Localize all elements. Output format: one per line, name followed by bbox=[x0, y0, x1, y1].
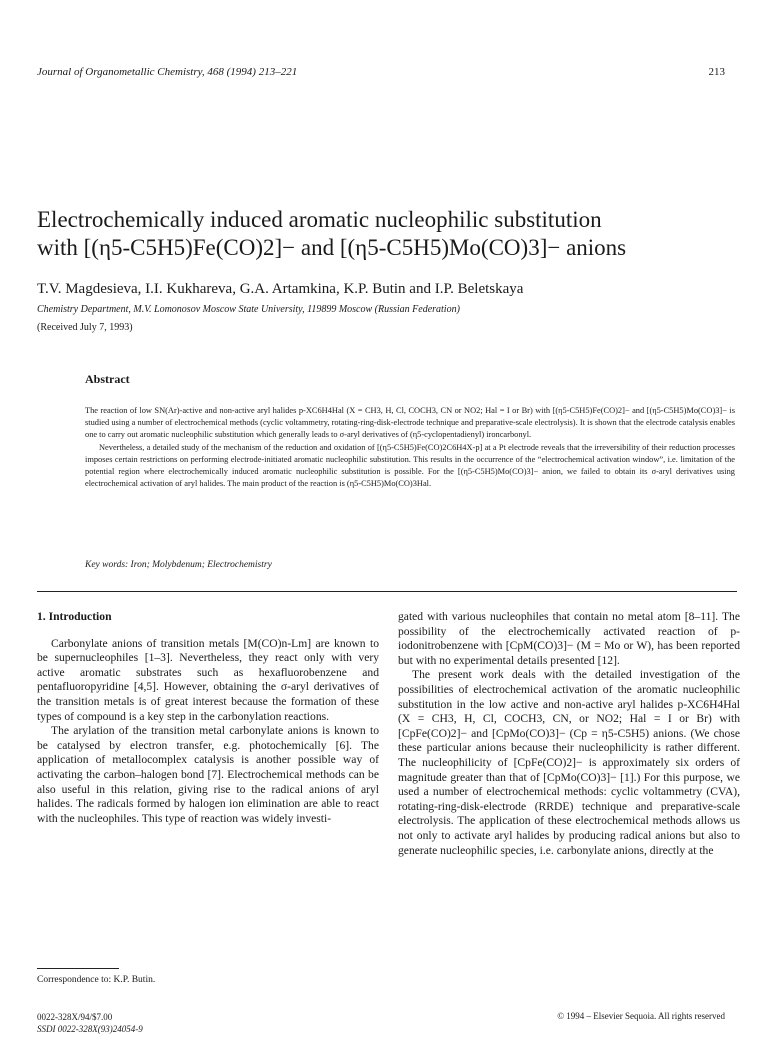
intro-paragraph-1: Carbonylate anions of transition metals [M(CO)n-Lm] are known to be supernucleophiles [1–3]. Nevertheless, they react only with very active aromatic substrates such as hexafluorobenzene and pentafluoropyridine [4,5]. However, obtaining the σ-aryl derivatives of the transition metals is of great interest because the formation of these types of compound is a key step in the carbonylation reactions. bbox=[37, 636, 379, 723]
intro-paragraph-2-continued: gated with various nucleophiles that contain no metal atom [8–11]. The possibility of the electrochemically activated reaction of p-iodonitrobenzene with [CpM(CO)3]− (M = Mo or W), has been reported but with no experimental details presented [12]. bbox=[398, 610, 740, 667]
title-line-1: Electrochemically induced aromatic nucleophilic substitution bbox=[37, 207, 602, 232]
key-words: Key words: Iron; Molybdenum; Electrochemistry bbox=[85, 560, 272, 570]
intro-paragraph-2: The arylation of the transition metal carbonylate anions is known to be catalysed by electron transfer, e.g. photochemically [6]. The application of metallocomplex catalysis is another possible way of activating the carbon–halogen bond [7]. Electrochemical methods can be also useful in this relation, giving rise to the radical anions of aryl halides. The radicals formed by halogen ion elimination are able to react with the nucleophiles. This type of reaction was widely investi- bbox=[37, 724, 379, 825]
title-line-2: with [(η5-C5H5)Fe(CO)2]− and [(η5-C5H5)Mo(CO)3]− anions bbox=[37, 235, 627, 260]
abstract-body bbox=[85, 405, 735, 490]
page-number: 213 bbox=[708, 66, 725, 78]
affiliation: Chemistry Department, M.V. Lomonosov Moscow State University, 119899 Moscow (Russian Federation) bbox=[37, 304, 460, 315]
intro-paragraph-3: The present work deals with the detailed investigation of the possibilities of electrochemical activation of the aromatic nucleophilic substitution in the low active and non-active aryl halides p-XC6H4Hal (X = CH3, H, Cl, COCH3, CN, or NO2; Hal = I or Br) with [CpFe(CO)2]− and [CpMo(CO)3]− (Cp = η5-C5H5) anions. (We chose these particular anions because their nucleophilicity is rather different. The nucleophilicity of [CpFe(CO)2]− is approximately six orders of magnitude greater than that of [CpMo(CO)3]− [1].) For this purpose, we used a number of electrochemical methods: cyclic voltammetry (CVA), rotating-ring-disk-electrode (RRDE) technique and preparative-scale electrolysis. The application of these electrochemical methods allows us not only to activate aryl halides by producing radical anions but also to generate nucleophilic species, i.e. carbonylate anions, directly at the bbox=[398, 668, 740, 857]
paper-title bbox=[37, 206, 737, 262]
ssdi-code: SSDI 0022-328X(93)24054-9 bbox=[37, 1024, 143, 1034]
abstract-paragraph-1: The reaction of low SN(Ar)-active and non-active aryl halides p-XC6H4Hal (X = CH3, H, Cl, COCH3, CN or NO2; Hal = I or Br) with [(η5-C5H5)Fe(CO)2]− and [(η5-C5H5)Mo(CO)3]− is studied using a number of electrochemical methods (cyclic voltammetry, rotating-ring-disk-electrode technique and preparative-scale electrolysis). It is shown that the electrode catalysis enables one to carry out aromatic nucleophilic substitution which generally leads to σ-aryl derivatives of (η5-cyclopentadienyl) ironcarbonyl. bbox=[85, 406, 735, 440]
abstract-heading: Abstract bbox=[85, 372, 130, 386]
abstract-paragraph-2: Nevertheless, a detailed study of the mechanism of the reduction and oxidation of [(η5-C5H5)Fe(CO)2C6H4X-p] at a Pt electrode reveals that the irreversibility of their reduction processes imposes certain restrictions on performing electrode-initiated aromatic nucleophilic substitution. This results in the occurrence of the “electrochemical activation window”, i.e. limitation of the potential region where electrochemically induced aromatic nucleophilic substitution is possible. For the [(η5-C5H5)Mo(CO)3]− anion, we failed to obtain its σ-aryl derivatives using electrochemical activation of aryl halides. The main product of the reaction is (η5-C5H5)Mo(CO)3Hal. bbox=[85, 442, 735, 489]
copyright-notice: © 1994 – Elsevier Sequoia. All rights reserved bbox=[557, 1011, 725, 1021]
section-heading-introduction: 1. Introduction bbox=[37, 610, 112, 623]
journal-citation: Journal of Organometallic Chemistry, 468 (1994) 213–221 bbox=[37, 66, 298, 78]
issn-price: 0022-328X/94/$7.00 bbox=[37, 1012, 113, 1022]
left-column bbox=[37, 610, 379, 826]
footnote-divider bbox=[37, 968, 119, 969]
received-date: (Received July 7, 1993) bbox=[37, 322, 133, 333]
right-column bbox=[398, 610, 740, 858]
correspondence-footnote: Correspondence to: K.P. Butin. bbox=[37, 975, 156, 985]
authors: T.V. Magdesieva, I.I. Kukhareva, G.A. Artamkina, K.P. Butin and I.P. Beletskaya bbox=[37, 281, 524, 297]
footer-codes bbox=[37, 1011, 143, 1035]
section-divider bbox=[37, 591, 737, 592]
